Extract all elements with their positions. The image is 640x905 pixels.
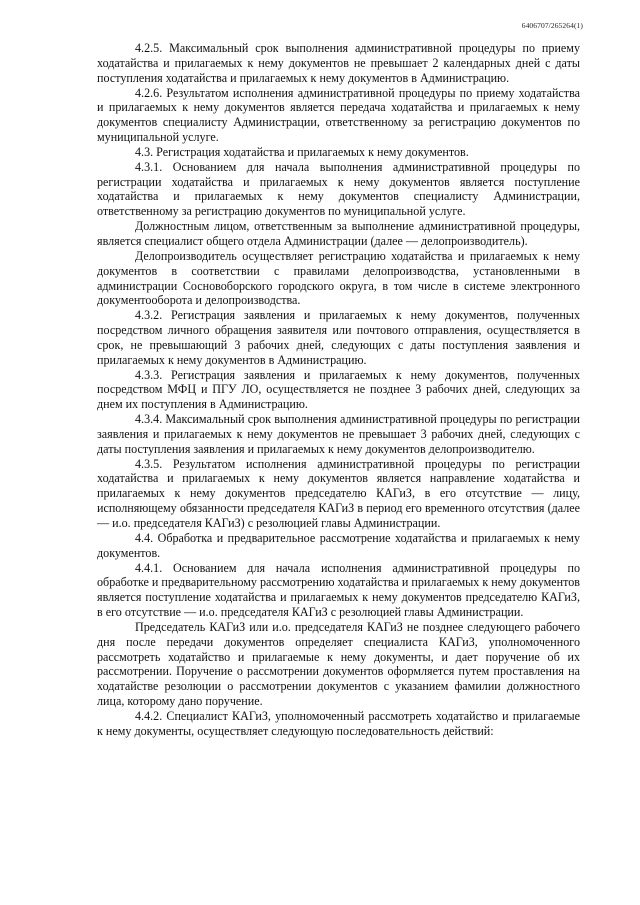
paragraph-4-3-1: 4.3.1. Основанием для начала выполнения административной процедуры по регистрации ходатайства и прилагаемых к нему документов является поступление ходатайства и прилагаемых к нему документов специалисту Администрации, ответственному за регистрацию документов по муниципальной услуге. (97, 159, 580, 219)
paragraph-4-4-2: 4.4.2. Специалист КАГиЗ, уполномоченный рассмотреть ходатайство и прилагаемые к нему документы, осуществляет следующую последовательность действий: (97, 708, 580, 738)
section-heading-4-4: 4.4. Обработка и предварительное рассмотрение ходатайства и прилагаемых к нему документов. (97, 530, 580, 560)
document-id: 6406707/265264(1) (521, 21, 583, 30)
document-body (97, 41, 580, 739)
paragraph-4-2-6: 4.2.6. Результатом исполнения административной процедуры по приему ходатайства и прилагаемых к нему документов является передача ходатайства и прилагаемых к нему документов специалисту Администрации, ответственному за регистрацию документов по муниципальной услуге. (97, 85, 580, 145)
paragraph-4-3-3: 4.3.3. Регистрация заявления и прилагаемых к нему документов, полученных посредством МФЦ и ПГУ ЛО, осуществляется не позднее 3 рабочих дней, следующих за днем их поступления в Администрацию. (97, 367, 580, 412)
section-heading-4-3: 4.3. Регистрация ходатайства и прилагаемых к нему документов. (135, 144, 469, 159)
paragraph-4-3-5: 4.3.5. Результатом исполнения административной процедуры по регистрации ходатайства и прилагаемых к нему документов является направление ходатайства и прилагаемых к нему документов председателю КАГиЗ, в его отсутствие — лицу, исполняющему обязанности председателя КАГиЗ в период его временного отсутствия (далее — и.о. председателя КАГиЗ) с резолюцией главы Администрации. (97, 456, 580, 530)
paragraph-4-2-5: 4.2.5. Максимальный срок выполнения административной процедуры по приему ходатайства и прилагаемых к нему документов не превышает 2 календарных дней с даты поступления ходатайства и прилагаемых к нему документов в Администрацию. (97, 41, 580, 85)
paragraph-4-4-1: 4.4.1. Основанием для начала исполнения административной процедуры по обработке и предварительному рассмотрению ходатайства и прилагаемых к нему документов является поступление ходатайства и прилагаемых к нему документов председателю КАГиЗ, в его отсутствие — и.о. председателя КАГиЗ с резолюцией главы Администрации. (97, 560, 580, 620)
paragraph-chairman-assignment: Председатель КАГиЗ или и.о. председателя КАГиЗ не позднее следующего рабочего дня после передачи документов определяет специалиста КАГиЗ, уполномоченного рассмотреть ходатайство и прилагаемые к нему документы, и дает поручение об их рассмотрении. Поручение о рассмотрении документов оформляется путем проставления на ходатайстве резолюции о рассмотрении документов с указанием фамилии должностного лица, которому дано поручение. (97, 619, 580, 709)
paragraph-4-3-4: 4.3.4. Максимальный срок выполнения административной процедуры по регистрации заявления и прилагаемых к нему документов не превышает 3 рабочих дней, следующих с даты поступления заявления и прилагаемых к нему документов делопроизводителю. (97, 412, 580, 456)
paragraph-responsible-person: Должностным лицом, ответственным за выполнение административной процедуры, является специалист общего отдела Администрации (далее — делопроизводитель). (97, 219, 580, 248)
paragraph-clerk-registration: Делопроизводитель осуществляет регистрацию ходатайства и прилагаемых к нему документов в соответствии с правилами делопроизводства, установленными в администрации Сосновоборского городского округа, в том числе в системе электронного документооборота и делопроизводства. (97, 248, 580, 308)
paragraph-4-3-2: 4.3.2. Регистрация заявления и прилагаемых к нему документов, полученных посредством личного обращения заявителя или почтового отправления, осуществляется в срок, не превышающий 3 рабочих дней, следующих с даты поступления заявления и прилагаемых к нему документов в Администрацию. (97, 308, 580, 367)
